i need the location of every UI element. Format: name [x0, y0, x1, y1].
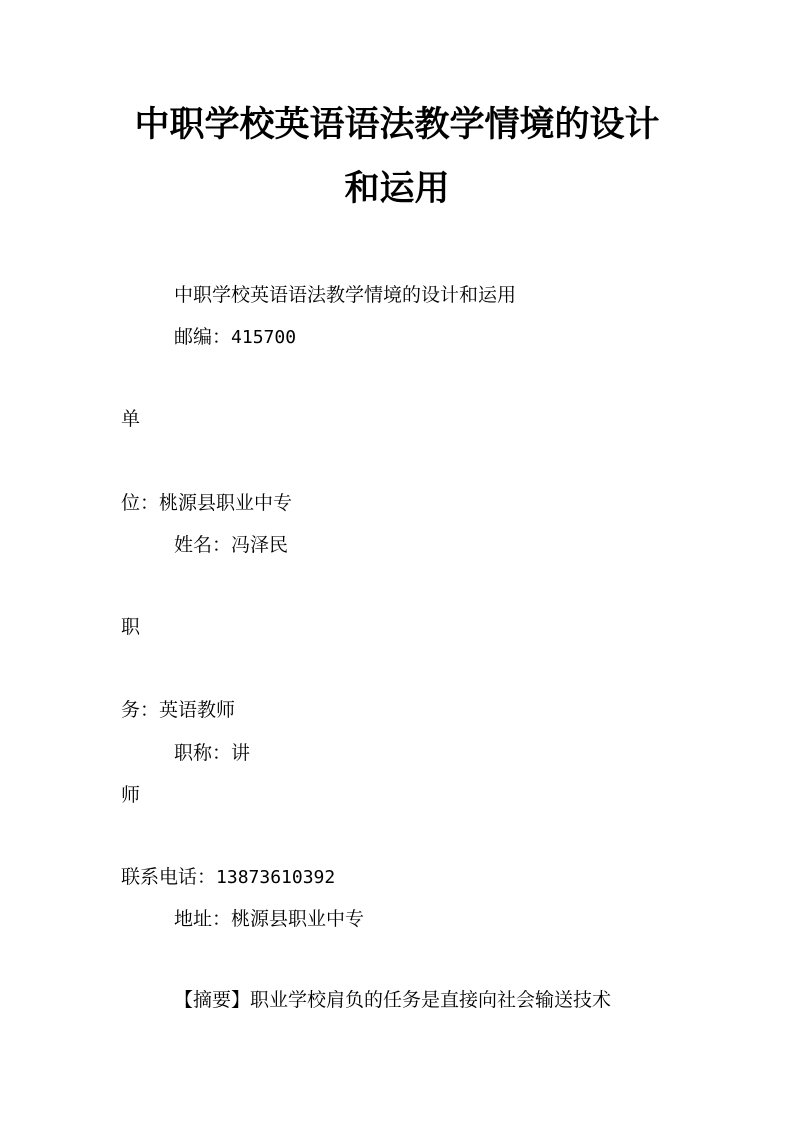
position-line: 务：英语教师 — [121, 699, 236, 721]
phone-value: 13873610392 — [216, 867, 336, 888]
postcode-value: 415700 — [231, 327, 297, 348]
unit-label-first-char: 单 — [121, 408, 141, 430]
abstract-line: 【摘要】职业学校肩负的任务是直接向社会输送技术 — [174, 989, 612, 1011]
phone-label: 联系电话： — [121, 866, 217, 888]
phone-line — [121, 865, 335, 890]
postcode-label: 邮编： — [174, 326, 232, 348]
postcode-line — [174, 325, 296, 350]
document-title-line-2: 和运用 — [344, 168, 450, 209]
address-line: 地址：桃源县职业中专 — [174, 908, 365, 930]
name-line: 姓名：冯泽民 — [174, 534, 289, 556]
unit-line: 位：桃源县职业中专 — [121, 492, 293, 514]
document-title-line-1: 中职学校英语语法教学情境的设计 — [134, 104, 660, 145]
title-rank-line: 职称：讲 — [174, 742, 251, 764]
title-rank-continuation: 师 — [121, 784, 141, 806]
document-subtitle: 中职学校英语语法教学情境的设计和运用 — [174, 284, 517, 306]
position-label-first-char: 职 — [121, 616, 141, 638]
